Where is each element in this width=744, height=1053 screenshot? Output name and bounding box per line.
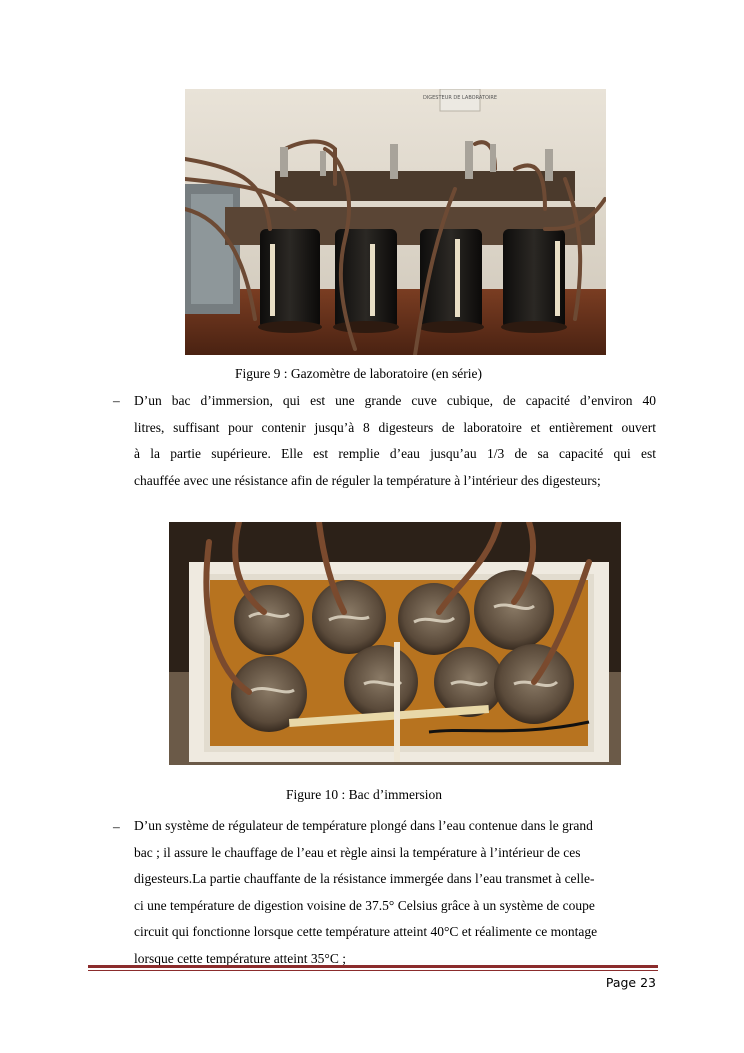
paragraph-line: D’un bac d’immersion, qui est une grande cuve cubique, de capacité d’environ 40	[134, 393, 656, 408]
immersion-tank-illustration	[169, 522, 621, 765]
paragraph-line: à la partie supérieure. Elle est remplie d’eau jusqu’au 1/3 de sa capacité qui est	[134, 446, 656, 461]
figure-10-photo	[169, 522, 621, 765]
figure-10-caption: Figure 10 : Bac d’immersion	[286, 787, 442, 802]
paragraph-line: circuit qui fonctionne lorsque cette température atteint 40°C et réalimente ce montage	[134, 924, 598, 939]
lab-sign-text: DIGESTEUR DE LABORATOIRE	[422, 95, 498, 101]
list-item-paragraph	[134, 388, 656, 494]
figure-9-photo	[185, 89, 606, 355]
page-number: Page 23	[605, 975, 656, 990]
paragraph-line: ci une température de digestion voisine de 37.5° Celsius grâce à un système de coupe	[134, 897, 595, 913]
paragraph-line: bac ; il assure le chauffage de l’eau et règle ainsi la température à l’intérieur de ces	[134, 844, 581, 860]
paragraph-line: litres, suffisant pour contenir jusqu’à 8 digesteurs de laboratoire et entièrement ouvert	[134, 419, 656, 435]
paragraph-line: chauffée avec une résistance afin de réguler la température à l’intérieur des digesteurs;	[134, 472, 601, 488]
gas-meters-illustration	[185, 89, 606, 355]
figure-9-caption: Figure 9 : Gazomètre de laboratoire (en série)	[235, 366, 483, 381]
paragraph-line: digesteurs.La partie chauffante de la résistance immergée dans l’eau transmet à celle-	[134, 871, 595, 886]
list-bullet: –	[113, 393, 120, 408]
list-bullet: –	[113, 819, 120, 834]
paragraph-line: lorsque cette température atteint 35°C ;	[134, 950, 346, 966]
paragraph-line: D’un système de régulateur de température plongé dans l’eau contenue dans le grand	[134, 818, 593, 833]
footer-rule-thin	[88, 970, 658, 971]
footer-rule-thick	[88, 965, 658, 968]
list-item-paragraph	[134, 813, 664, 972]
